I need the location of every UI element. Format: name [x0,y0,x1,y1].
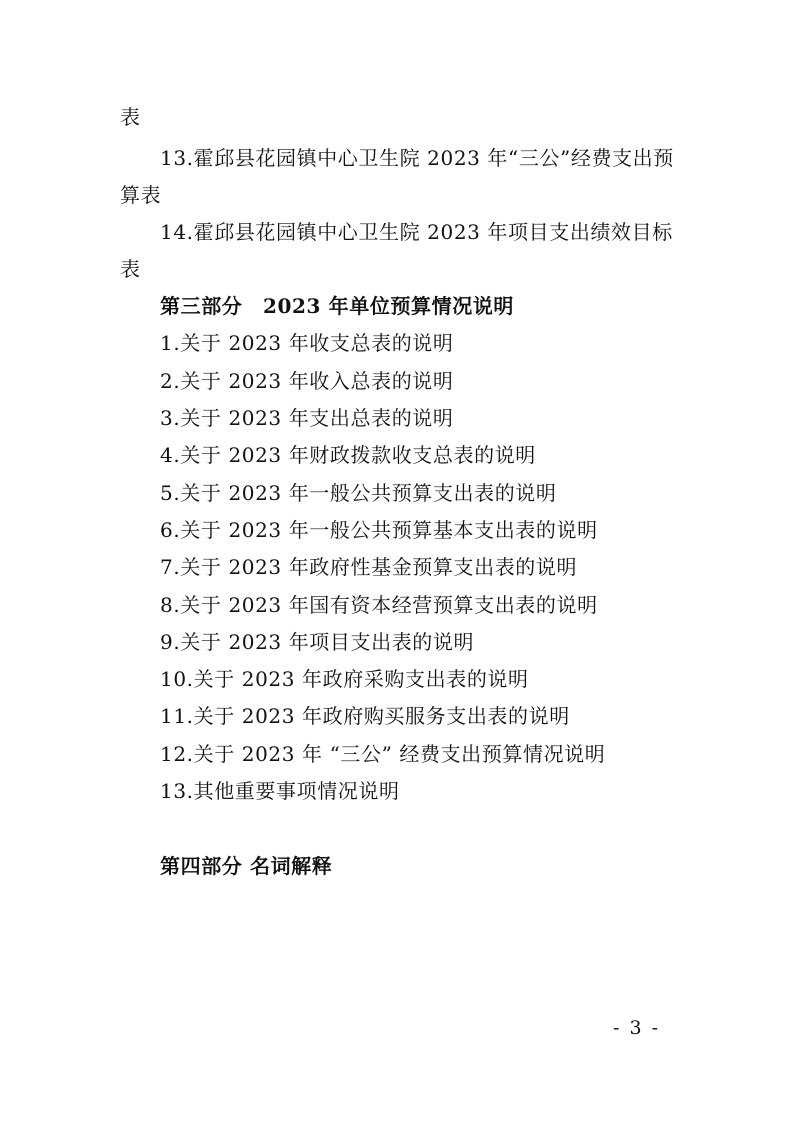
part3-item: 4.关于 2023 年财政拨款收支总表的说明 [160,443,536,467]
part4-heading: 第四部分 名词解释 [160,854,333,878]
toc-continuation-line: 表 [120,105,141,129]
part3-item: 12.关于 2023 年 “三公” 经费支出预算情况说明 [160,742,606,766]
part3-heading: 第三部分 2023 年单位预算情况说明 [160,294,515,318]
toc-continuation-line: 表 [120,257,141,281]
part3-item: 8.关于 2023 年国有资本经营预算支出表的说明 [160,593,598,617]
part3-item: 13.其他重要事项情况说明 [160,779,400,803]
part3-item: 3.关于 2023 年支出总表的说明 [160,406,454,430]
toc-continuation-line: 算表 [120,183,162,207]
page-number: - 3 - [613,1017,661,1039]
part3-item: 5.关于 2023 年一般公共预算支出表的说明 [160,481,557,505]
part3-item: 10.关于 2023 年政府采购支出表的说明 [160,667,529,691]
part3-item: 7.关于 2023 年政府性基金预算支出表的说明 [160,555,578,579]
toc-item-14-performance-table: 14.霍邱县花园镇中心卫生院 2023 年项目支出绩效目标 [160,220,673,244]
part3-item: 1.关于 2023 年收支总表的说明 [160,331,454,355]
part3-item: 11.关于 2023 年政府购买服务支出表的说明 [160,704,570,728]
part3-item: 6.关于 2023 年一般公共预算基本支出表的说明 [160,518,598,542]
part3-item: 9.关于 2023 年项目支出表的说明 [160,630,475,654]
toc-item-13-budget-table: 13.霍邱县花园镇中心卫生院 2023 年“三公”经费支出预 [160,146,674,170]
part3-item: 2.关于 2023 年收入总表的说明 [160,369,454,393]
